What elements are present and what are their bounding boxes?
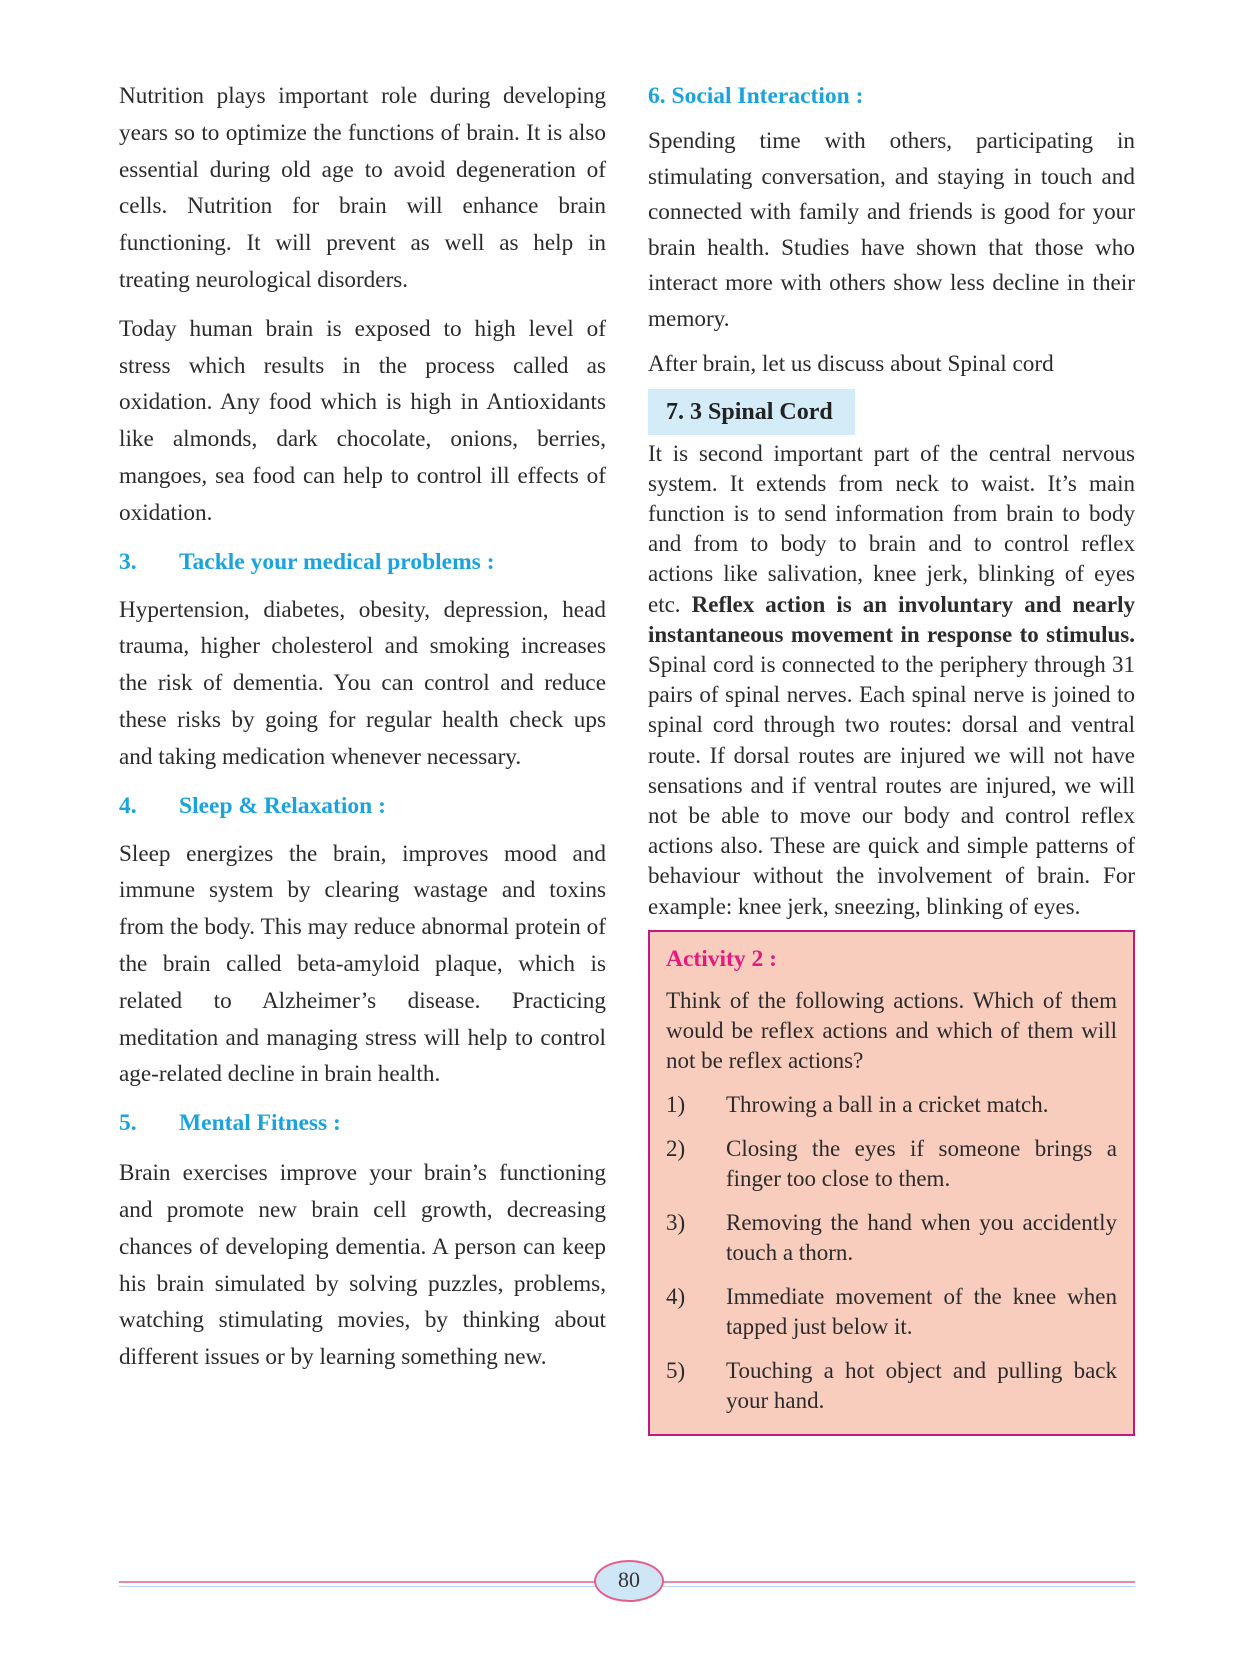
paragraph-transition: After brain, let us discuss about Spinal cord <box>648 351 1054 377</box>
item-text: Immediate movement of the knee when tapped just below it. <box>726 1283 1117 1339</box>
spinal-text-part-2: Spinal cord is connected to the periphery through 31 pairs of spinal nerves. Each spinal nerve is joined to spinal cord through two routes: dorsal and ventral route. If dorsal routes are injured we will not have sensations and if ventral routes are injured, we will not be able to move our body and control reflex actions also. These are quick and simple patterns of behaviour without the involvement of brain. For example: knee jerk, sneezing, blinking of eyes. <box>648 651 1135 919</box>
activity-intro: Think of the following actions. Which of them would be reflex actions and which of them will not be reflex actions? <box>666 987 1117 1073</box>
heading-sleep-relaxation <box>119 788 606 824</box>
activity-title: Activity 2 : <box>666 945 777 972</box>
list-item <box>666 1282 1117 1342</box>
item-text: Throwing a ball in a cricket match. <box>726 1091 1049 1117</box>
list-item <box>666 1090 1117 1120</box>
item-number: 3) <box>666 1209 686 1235</box>
item-number: 2) <box>666 1135 686 1161</box>
page-footer <box>119 1560 1135 1600</box>
item-number: 4) <box>666 1283 686 1309</box>
heading-medical-problems <box>119 544 606 580</box>
page-number: 80 <box>594 1560 664 1602</box>
activity-box <box>648 930 1135 1436</box>
paragraph-mental-fitness: Brain exercises improve your brain’s functioning and promote new brain cell growth, decreasing chances of developing dementia. A person can keep his brain simulated by solving puzzles, problems, watching stimulating movies, by thinking about different issues or by learning something new. <box>119 1160 606 1371</box>
paragraph-oxidation: Today human brain is exposed to high level of stress which results in the process called as oxidation. Any food which is high in Antioxidants like almonds, dark chocolate, onions, berries, mangoes, sea food can help to control ill effects of oxidation. <box>119 315 606 526</box>
heading-mental-fitness <box>119 1105 606 1141</box>
section-title-spinal-cord: 7. 3 Spinal Cord <box>648 389 855 435</box>
item-number: 5) <box>666 1357 686 1383</box>
heading-text: Mental Fitness : <box>179 1110 341 1137</box>
left-column <box>119 78 606 1376</box>
heading-number: 4. <box>119 792 137 819</box>
heading-text: Sleep & Relaxation : <box>179 792 386 819</box>
right-column <box>648 78 1135 1436</box>
paragraph-spinal-cord <box>648 439 1135 922</box>
paragraph-medical: Hypertension, diabetes, obesity, depression, head trauma, higher cholesterol and smoking increases the risk of dementia. You can control and reduce these risks by going for regular health check ups and taking medication whenever necessary. <box>119 596 606 770</box>
list-item <box>666 1356 1117 1416</box>
item-text: Closing the eyes if someone brings a finger too close to them. <box>726 1135 1117 1191</box>
item-text: Touching a hot object and pulling back your hand. <box>726 1357 1117 1413</box>
paragraph-nutrition: Nutrition plays important role during developing years so to optimize the functions of brain. It is also essential during old age to avoid degeneration of cells. Nutrition for brain will enhance brain functioning. It will prevent as well as help in treating neurological disorders. <box>119 83 606 293</box>
heading-text: Tackle your medical problems : <box>179 548 495 575</box>
list-item <box>666 1208 1117 1268</box>
item-number: 1) <box>666 1091 686 1117</box>
heading-number: 5. <box>119 1110 137 1137</box>
paragraph-social: Spending time with others, participating in stimulating conversation, and staying in touch and connected with family and friends is good for your brain health. Studies have shown that those who interact more with others show less decline in their memory. <box>648 128 1135 332</box>
item-text: Removing the hand when you accidently touch a thorn. <box>726 1209 1117 1265</box>
reflex-definition: Reflex action is an involuntary and nearly instantaneous movement in response to stimulus. <box>648 591 1135 647</box>
heading-number: 3. <box>119 548 137 575</box>
list-item <box>666 1134 1117 1194</box>
paragraph-sleep: Sleep energizes the brain, improves mood and immune system by clearing wastage and toxins from the body. This may reduce abnormal protein of the brain called beta-amyloid plaque, which is related to Alzheimer’s disease. Practicing meditation and managing stress will help to control age-related decline in brain health. <box>119 840 606 1088</box>
heading-social-interaction: 6. Social Interaction : <box>648 83 864 109</box>
spinal-text-part-1: It is second important part of the central nervous system. It extends from neck to waist. It’s main function is to send information from brain to body and from to body to brain and to control reflex actions like salivation, knee jerk, blinking of eyes etc. <box>648 440 1135 617</box>
